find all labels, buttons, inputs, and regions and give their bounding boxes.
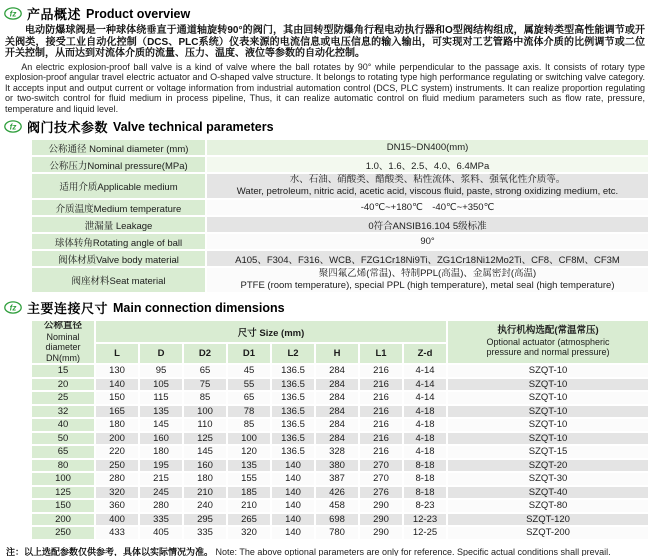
size-value: 55 xyxy=(228,379,270,391)
tech-param-row xyxy=(32,268,648,292)
size-value: 180 xyxy=(184,473,226,485)
col-header-actuator xyxy=(448,321,648,363)
size-value: 433 xyxy=(96,527,138,539)
size-value: 78 xyxy=(228,406,270,418)
size-value: 12-23 xyxy=(404,514,446,526)
dn-value: 25 xyxy=(32,392,94,404)
dn-header-unit: DN(mm) xyxy=(46,352,80,363)
size-value: 270 xyxy=(360,460,402,472)
size-value: 250 xyxy=(96,460,138,472)
size-value: 426 xyxy=(316,487,358,499)
col-header-l: L xyxy=(96,344,138,363)
actuator-value: SZQT-10 xyxy=(448,406,648,418)
size-value: 140 xyxy=(272,460,314,472)
size-value: 140 xyxy=(272,473,314,485)
size-value: 320 xyxy=(228,527,270,539)
size-value: 120 xyxy=(228,446,270,458)
brand-logo-icon xyxy=(4,301,22,314)
size-value: 284 xyxy=(316,365,358,377)
actuator-value: SZQT-10 xyxy=(448,419,648,431)
size-value: 284 xyxy=(316,379,358,391)
size-value: 360 xyxy=(96,500,138,512)
size-value: 12-25 xyxy=(404,527,446,539)
param-value: 0符合ANSIB16.104 5级标准 xyxy=(207,217,648,232)
actuator-value: SZQT-20 xyxy=(448,460,648,472)
size-value: 780 xyxy=(316,527,358,539)
section-title-zh: 阀门技术参数 xyxy=(27,120,109,135)
size-value: 698 xyxy=(316,514,358,526)
table-row xyxy=(32,500,648,512)
dimensions-table xyxy=(30,319,650,541)
actuator-value: SZQT-80 xyxy=(448,500,648,512)
param-value: DN15~DN400(mm) xyxy=(207,140,648,155)
size-value: 4-14 xyxy=(404,365,446,377)
svg-text:fz: fz xyxy=(9,9,17,19)
brand-logo-icon xyxy=(4,120,22,133)
size-value: 320 xyxy=(96,487,138,499)
size-value: 100 xyxy=(184,406,226,418)
size-value: 125 xyxy=(184,433,226,445)
size-value: 136.5 xyxy=(272,419,314,431)
dn-value: 32 xyxy=(32,406,94,418)
section-header-tech-params xyxy=(4,117,648,136)
overview-paragraph-en: An electric explosion-proof ball valve is a kind of valve where the ball rotates by 90° while perpendicular to the passage axis. It consists of rotary type explosion-proof angular travel electric actuator and O-shaped valve structure. It belongs to rotating type high performance regulating or switching valve category. It accepts input and output current or voltage information from industrial automation control (DCS, PLC system) instruments. It can realize proportion regulating or two-switch control for fluid medium in process pipeline, Thus, it can realize automatic control on fluid medium parameters such as flow rate, pressure, temperature and liquid level. xyxy=(5,61,645,114)
size-value: 136.5 xyxy=(272,446,314,458)
footnote-en: Note: The above optional parameters are only for reference. Specific actual conditions shall prevail. xyxy=(215,546,611,556)
param-label: 泄漏量 Leakage xyxy=(32,217,205,232)
size-value: 290 xyxy=(360,527,402,539)
size-value: 284 xyxy=(316,406,358,418)
dn-value: 20 xyxy=(32,379,94,391)
dimensions-body xyxy=(32,365,648,539)
size-value: 4-18 xyxy=(404,406,446,418)
tech-param-row xyxy=(32,251,648,266)
actuator-value: SZQT-15 xyxy=(448,446,648,458)
col-header-l2: L2 xyxy=(272,344,314,363)
table-row xyxy=(32,460,648,472)
actuator-value: SZQT-40 xyxy=(448,487,648,499)
param-value: -40℃~+180℃ -40℃~+350℃ xyxy=(207,200,648,215)
param-value-en: PTFE (room temperature), special PPL (high temperature), metal seal (high temperature) xyxy=(240,280,615,291)
size-value: 245 xyxy=(140,487,182,499)
footnote-zh: 注：以上选配参数仅供参考，具体以实际情况为准。 xyxy=(6,546,214,556)
brand-logo-icon xyxy=(4,7,22,20)
size-value: 130 xyxy=(96,365,138,377)
size-value: 216 xyxy=(360,365,402,377)
actuator-value: SZQT-10 xyxy=(448,392,648,404)
size-value: 8-23 xyxy=(404,500,446,512)
table-row xyxy=(32,446,648,458)
size-value: 4-18 xyxy=(404,419,446,431)
param-label: 适用介质Applicable medium xyxy=(32,174,205,198)
dn-value: 65 xyxy=(32,446,94,458)
actuator-value: SZQT-120 xyxy=(448,514,648,526)
size-value: 284 xyxy=(316,419,358,431)
col-header-dn xyxy=(32,321,94,363)
size-value: 290 xyxy=(360,500,402,512)
overview-paragraph-zh: 电动防爆球阀是一种球体绕垂直于通道轴旋转90°的阀门，其由回转型防爆角行程电动执行器和O型阀结构组成，属旋转类型高性能调节或开关阀类，接受工业自动化控制（DCS、PLC系统）仪表来源的电流信息或电压信息的输入输出，可实现对工艺管路中流体介质的比例调节或二位开关控制，从而达到对流体介质的流量、压力、温度、液位等参数的自动化控制。 xyxy=(5,25,645,59)
actuator-header-zh: 执行机构选配(常温常压) xyxy=(497,325,599,337)
table-row xyxy=(32,527,648,539)
dim-header-row xyxy=(32,321,648,342)
tech-param-row xyxy=(32,234,648,249)
section-title-en: Product overview xyxy=(86,6,191,21)
size-value: 140 xyxy=(272,500,314,512)
dn-value: 100 xyxy=(32,473,94,485)
size-value: 400 xyxy=(96,514,138,526)
size-value: 8-18 xyxy=(404,460,446,472)
size-value: 280 xyxy=(140,500,182,512)
table-row xyxy=(32,487,648,499)
actuator-header-en2: pressure and normal pressure) xyxy=(486,347,610,358)
footnote xyxy=(6,545,648,556)
actuator-value: SZQT-10 xyxy=(448,433,648,445)
param-value xyxy=(207,268,648,292)
table-row xyxy=(32,365,648,377)
size-value: 155 xyxy=(228,473,270,485)
size-value: 136.5 xyxy=(272,392,314,404)
size-value: 216 xyxy=(360,433,402,445)
size-value: 284 xyxy=(316,392,358,404)
table-row xyxy=(32,433,648,445)
size-value: 210 xyxy=(184,487,226,499)
size-value: 328 xyxy=(316,446,358,458)
tech-param-row xyxy=(32,157,648,172)
size-value: 45 xyxy=(228,365,270,377)
size-value: 387 xyxy=(316,473,358,485)
size-value: 140 xyxy=(272,514,314,526)
size-value: 160 xyxy=(184,460,226,472)
size-value: 280 xyxy=(96,473,138,485)
table-row xyxy=(32,392,648,404)
actuator-value: SZQT-30 xyxy=(448,473,648,485)
size-value: 75 xyxy=(184,379,226,391)
size-value: 216 xyxy=(360,392,402,404)
size-value: 65 xyxy=(228,392,270,404)
tech-param-row xyxy=(32,174,648,198)
size-value: 136.5 xyxy=(272,365,314,377)
dn-value: 200 xyxy=(32,514,94,526)
size-value: 8-18 xyxy=(404,473,446,485)
param-label: 球体转角Rotating angle of ball xyxy=(32,234,205,249)
size-value: 216 xyxy=(360,379,402,391)
size-value: 4-18 xyxy=(404,446,446,458)
actuator-header-en1: Optional actuator (atmospheric xyxy=(486,336,610,347)
table-row xyxy=(32,379,648,391)
size-value: 335 xyxy=(140,514,182,526)
param-value: 90° xyxy=(207,234,648,249)
size-value: 100 xyxy=(228,433,270,445)
size-value: 140 xyxy=(272,527,314,539)
dn-value: 40 xyxy=(32,419,94,431)
section-title-en: Main connection dimensions xyxy=(113,300,285,315)
actuator-value: SZQT-200 xyxy=(448,527,648,539)
col-header-d: D xyxy=(140,344,182,363)
dn-value: 150 xyxy=(32,500,94,512)
size-value: 4-14 xyxy=(404,379,446,391)
size-value: 180 xyxy=(96,419,138,431)
section-header-dimensions xyxy=(4,298,648,317)
param-label: 阀体材质Valve body material xyxy=(32,251,205,266)
size-value: 216 xyxy=(360,446,402,458)
param-value-zh: 聚四氟乙烯(常温)、特制PPL(高温)、金属密封(高温) xyxy=(318,268,537,279)
size-value: 380 xyxy=(316,460,358,472)
table-row xyxy=(32,406,648,418)
dn-value: 250 xyxy=(32,527,94,539)
svg-text:fz: fz xyxy=(9,122,17,132)
size-value: 200 xyxy=(96,433,138,445)
size-value: 295 xyxy=(184,514,226,526)
tech-params-body xyxy=(32,140,648,292)
size-value: 180 xyxy=(140,446,182,458)
size-value: 195 xyxy=(140,460,182,472)
table-row xyxy=(32,419,648,431)
size-value: 136.5 xyxy=(272,406,314,418)
size-value: 135 xyxy=(228,460,270,472)
param-label: 公称压力Nominal pressure(MPa) xyxy=(32,157,205,172)
size-value: 458 xyxy=(316,500,358,512)
size-value: 210 xyxy=(228,500,270,512)
tech-param-row xyxy=(32,217,648,232)
param-value xyxy=(207,174,648,198)
size-value: 115 xyxy=(140,392,182,404)
param-label: 公称通径 Nominal diameter (mm) xyxy=(32,140,205,155)
actuator-value: SZQT-10 xyxy=(448,365,648,377)
size-value: 284 xyxy=(316,433,358,445)
col-header-z-d: Z-d xyxy=(404,344,446,363)
size-value: 110 xyxy=(184,419,226,431)
size-value: 290 xyxy=(360,514,402,526)
table-row xyxy=(32,514,648,526)
size-value: 216 xyxy=(360,419,402,431)
section-header-overview xyxy=(4,4,648,23)
actuator-value: SZQT-10 xyxy=(448,379,648,391)
size-value: 216 xyxy=(360,406,402,418)
section-title-zh: 产品概述 xyxy=(27,7,82,22)
size-value: 136.5 xyxy=(272,433,314,445)
param-label: 介质温度Medium temperature xyxy=(32,200,205,215)
param-value: A105、F304、F316、WCB、FZG1Cr18Ni9Ti、ZG1Cr18Ni12Mo2Ti、CF8、CF8M、CF3M xyxy=(207,251,648,266)
size-value: 136.5 xyxy=(272,379,314,391)
size-value: 240 xyxy=(184,500,226,512)
col-header-d1: D1 xyxy=(228,344,270,363)
dn-value: 125 xyxy=(32,487,94,499)
tech-param-row xyxy=(32,200,648,215)
size-value: 135 xyxy=(140,406,182,418)
dn-value: 15 xyxy=(32,365,94,377)
size-value: 95 xyxy=(140,365,182,377)
col-header-d2: D2 xyxy=(184,344,226,363)
svg-text:fz: fz xyxy=(9,303,17,313)
size-value: 335 xyxy=(184,527,226,539)
size-value: 105 xyxy=(140,379,182,391)
dn-value: 50 xyxy=(32,433,94,445)
size-value: 185 xyxy=(228,487,270,499)
param-value-zh: 水、石油、硝酸类、醋酸类、粘性流体、浆料、强氧化性介质等。 xyxy=(289,174,566,185)
size-value: 165 xyxy=(96,406,138,418)
size-value: 140 xyxy=(96,379,138,391)
size-value: 4-14 xyxy=(404,392,446,404)
param-value: 1.0、1.6、2.5、4.0、6.4MPa xyxy=(207,157,648,172)
col-header-l1: L1 xyxy=(360,344,402,363)
size-value: 220 xyxy=(96,446,138,458)
section-title-zh: 主要连接尺寸 xyxy=(27,301,109,316)
size-value: 4-18 xyxy=(404,433,446,445)
dn-value: 80 xyxy=(32,460,94,472)
size-value: 65 xyxy=(184,365,226,377)
size-value: 145 xyxy=(184,446,226,458)
size-value: 140 xyxy=(272,487,314,499)
size-value: 215 xyxy=(140,473,182,485)
col-header-h: H xyxy=(316,344,358,363)
size-value: 160 xyxy=(140,433,182,445)
size-value: 265 xyxy=(228,514,270,526)
size-value: 276 xyxy=(360,487,402,499)
dn-header-zh: 公称直径 xyxy=(43,321,82,331)
section-title-en: Valve technical parameters xyxy=(113,119,274,134)
table-row xyxy=(32,473,648,485)
size-value: 150 xyxy=(96,392,138,404)
size-value: 270 xyxy=(360,473,402,485)
param-label: 阀座材料Seat material xyxy=(32,268,205,292)
tech-param-row xyxy=(32,140,648,155)
size-value: 8-18 xyxy=(404,487,446,499)
param-value-en: Water, petroleum, nitric acid, acetic acid, viscous fluid, paste, strong oxidizing medium, etc. xyxy=(236,186,619,197)
tech-params-table xyxy=(30,138,650,294)
size-value: 85 xyxy=(184,392,226,404)
size-value: 85 xyxy=(228,419,270,431)
size-value: 145 xyxy=(140,419,182,431)
col-header-size-group: 尺寸 Size (mm) xyxy=(96,321,446,342)
size-value: 405 xyxy=(140,527,182,539)
dn-header-en: Nominal diameter xyxy=(45,331,81,352)
